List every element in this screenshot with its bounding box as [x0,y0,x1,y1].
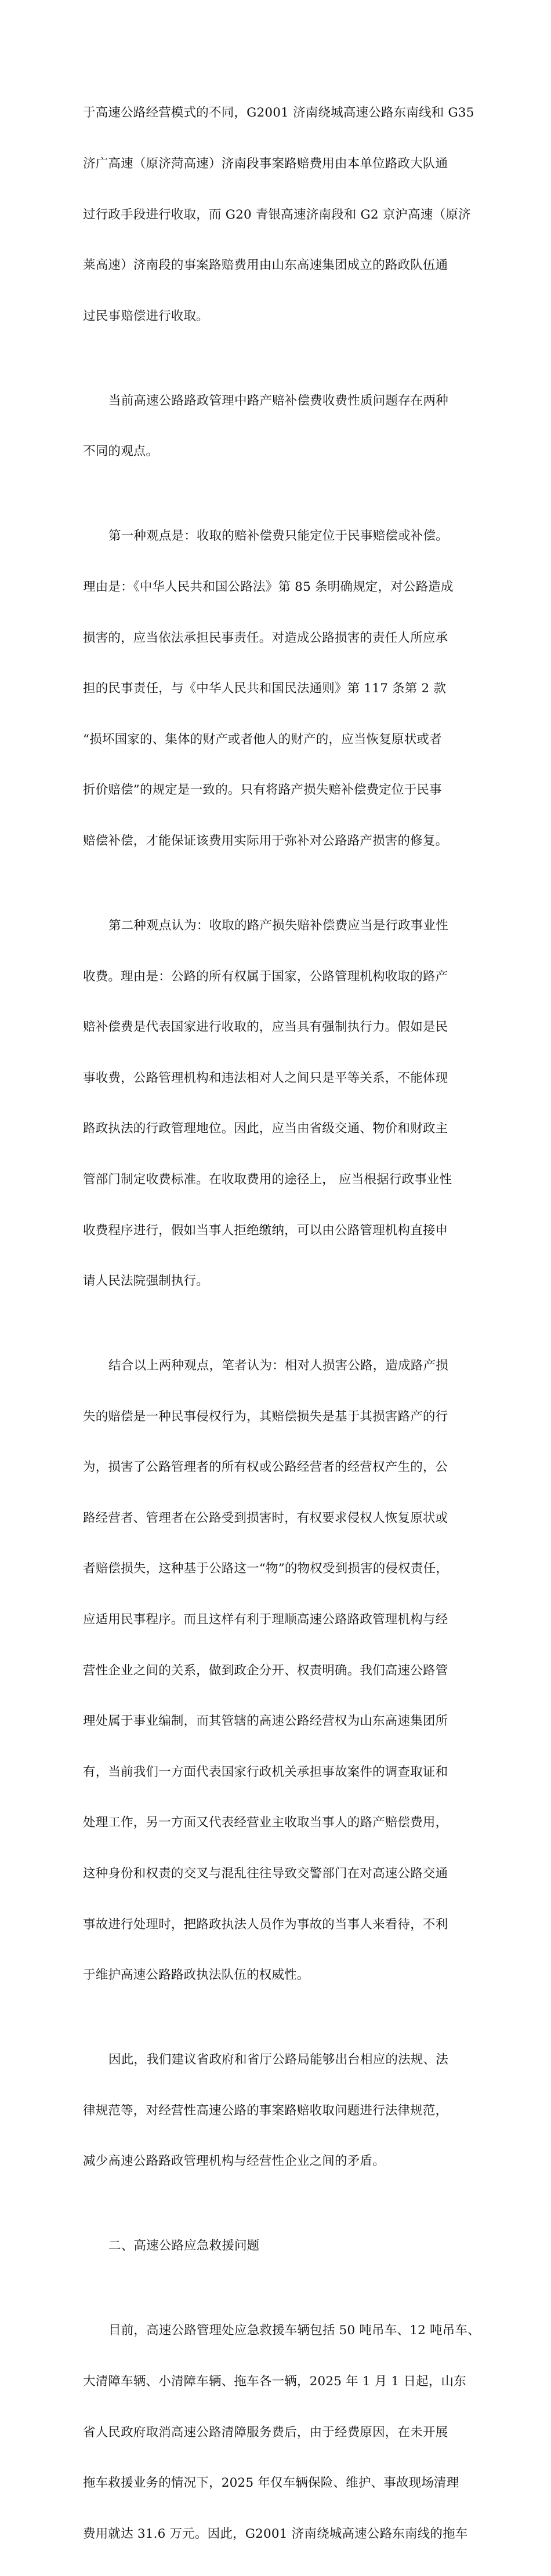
text-line: 第一种观点是：收取的赔补偿费只能定位于民事赔偿或补偿。 [108,529,448,544]
text-line: 结合以上两种观点，笔者认为：相对人损害公路，造成路产损 [108,1358,448,1374]
text-line: 路政执法的行政管理地位。因此，应当由省级交通、物价和财政主 [83,1121,448,1136]
text-line: 过行政手段进行收取，而 G20 青银高速济南段和 G2 京沪高速（原济 [83,207,471,222]
paragraph-5 [83,1324,466,2018]
text-line: 当前高速公路路政管理中路产赔补偿费收费性质问题存在两种 [108,393,448,408]
text-line: 济广高速（原济菏高速）济南段事案路赔费用由本单位路政大队通 [83,157,448,171]
text-line: 为，损害了公路管理者的所有权或公路经营者的经营权产生的，公 [83,1460,448,1475]
text-line: 莱高速）济南段的事案路赔费用由山东高速集团成立的路政队伍通 [83,258,448,273]
text-line: 有，当前我们一方面代表国家行政机关承担事故案件的调查取证和 [83,1764,448,1779]
text-line: 应适用民事程序。而且这样有利于理顺高速公路路政管理机构与经 [83,1612,448,1627]
paragraph-6 [83,2018,466,2204]
text-line: 理处属于事业编制，而其管辖的高速公路经营权为山东高速集团所 [83,1714,448,1729]
text-line: 拖车救援业务的情况下，2025 年仅车辆保险、维护、事故现场清理 [83,2476,459,2491]
text-line: 于高速公路经营模式的不同，G2001 济南绕城高速公路东南线和 G35 [83,106,474,121]
text-line: 路经营者、管理者在公路受到损害时，有权要求侵权人恢复原状或 [83,1510,448,1525]
paragraph-4 [83,884,466,1324]
text-line: 担的民事责任，与《中华人民共和国民法通则》第 117 条第 2 款 [83,681,447,696]
paragraph-3 [83,494,466,884]
text-line: 收费。理由是：公路的所有权属于国家，公路管理机构收取的路产 [83,969,448,984]
text-line: 请人民法院强制执行。 [83,1274,209,1289]
text-line: 折价赔偿”的规定是一致的。只有将路产损失赔补偿费定位于民事 [83,783,442,798]
text-line: 减少高速公路路政管理机构与经营性企业之间的矛盾。 [83,2154,385,2169]
text-line: “损坏国家的、集体的财产或者他人的财产的，应当恢复原状或者 [83,732,442,747]
text-line: 这种身份和权责的交叉与混乱往往导致交警部门在对高速公路交通 [83,1866,448,1881]
text-line: 于维护高速公路路政执法队伍的权威性。 [83,1968,310,1983]
document-body [83,71,480,2576]
text-line: 失的赔偿是一种民事侵权行为，其赔偿损失是基于其损害路产的行 [83,1409,448,1424]
paragraph-7 [83,2288,480,2576]
text-line: 过民事赔偿进行收取。 [83,308,209,324]
text-line: 因此，我们建议省政府和省厅公路局能够出台相应的法规、法 [108,2052,448,2068]
section-heading [83,2204,466,2288]
text-line: 赔补偿费是代表国家进行收取的，应当具有强制执行力。假如是民 [83,1020,448,1035]
paragraph-2 [83,358,466,494]
text-line: 律规范等，对经营性高速公路的事案路赔收取问题进行法律规范， [83,2103,448,2118]
text-line: 赔偿补偿，才能保证该费用实际用于弥补对公路路产损害的修复。 [83,833,448,848]
text-line: 收费程序进行，假如当事人拒绝缴纳，可以由公路管理机构直接申 [83,1223,448,1238]
text-line: 事收费，公路管理机构和违法相对人之间只是平等关系，不能体现 [83,1070,448,1085]
text-line: 第二种观点认为：收取的路产损失赔补偿费应当是行政事业性 [108,918,448,933]
text-line: 者赔偿损失，这种基于公路这一“物”的物权受到损害的侵权责任， [83,1561,448,1576]
text-line: 费用就达 31.6 万元。因此，G2001 济南绕城高速公路东南线的拖车 [83,2526,468,2541]
text-line: 营性企业之间的关系，做到政企分开、权责明确。我们高速公路管 [83,1663,448,1678]
heading-line: 二、高速公路应急救援问题 [108,2239,260,2254]
text-line: 损害的，应当依法承担民事责任。对造成公路损害的责任人所应承 [83,630,448,645]
text-line: 不同的观点。 [83,444,159,459]
text-line: 省人民政府取消高速公路清障服务费后，由于经费原因，在未开展 [83,2425,448,2440]
text-line: 目前，高速公路管理处应急救援车辆包括 50 吨吊车、12 吨吊车、 [108,2323,480,2338]
text-line: 管部门制定收费标准。在收取费用的途径上， 应当根据行政事业性 [83,1172,452,1187]
text-line: 理由是：《中华人民共和国公路法》第 85 条明确规定，对公路造成 [83,579,454,594]
paragraph-1 [83,71,474,358]
text-line: 大清障车辆、小清障车辆、拖车各一辆，2025 年 1 月 1 日起，山东 [83,2374,466,2389]
text-line: 事故进行处理时，把路政执法人员作为事故的当事人来看待，不利 [83,1917,448,1932]
text-line: 处理工作，另一方面又代表经营业主收取当事人的路产赔偿费用， [83,1815,448,1830]
